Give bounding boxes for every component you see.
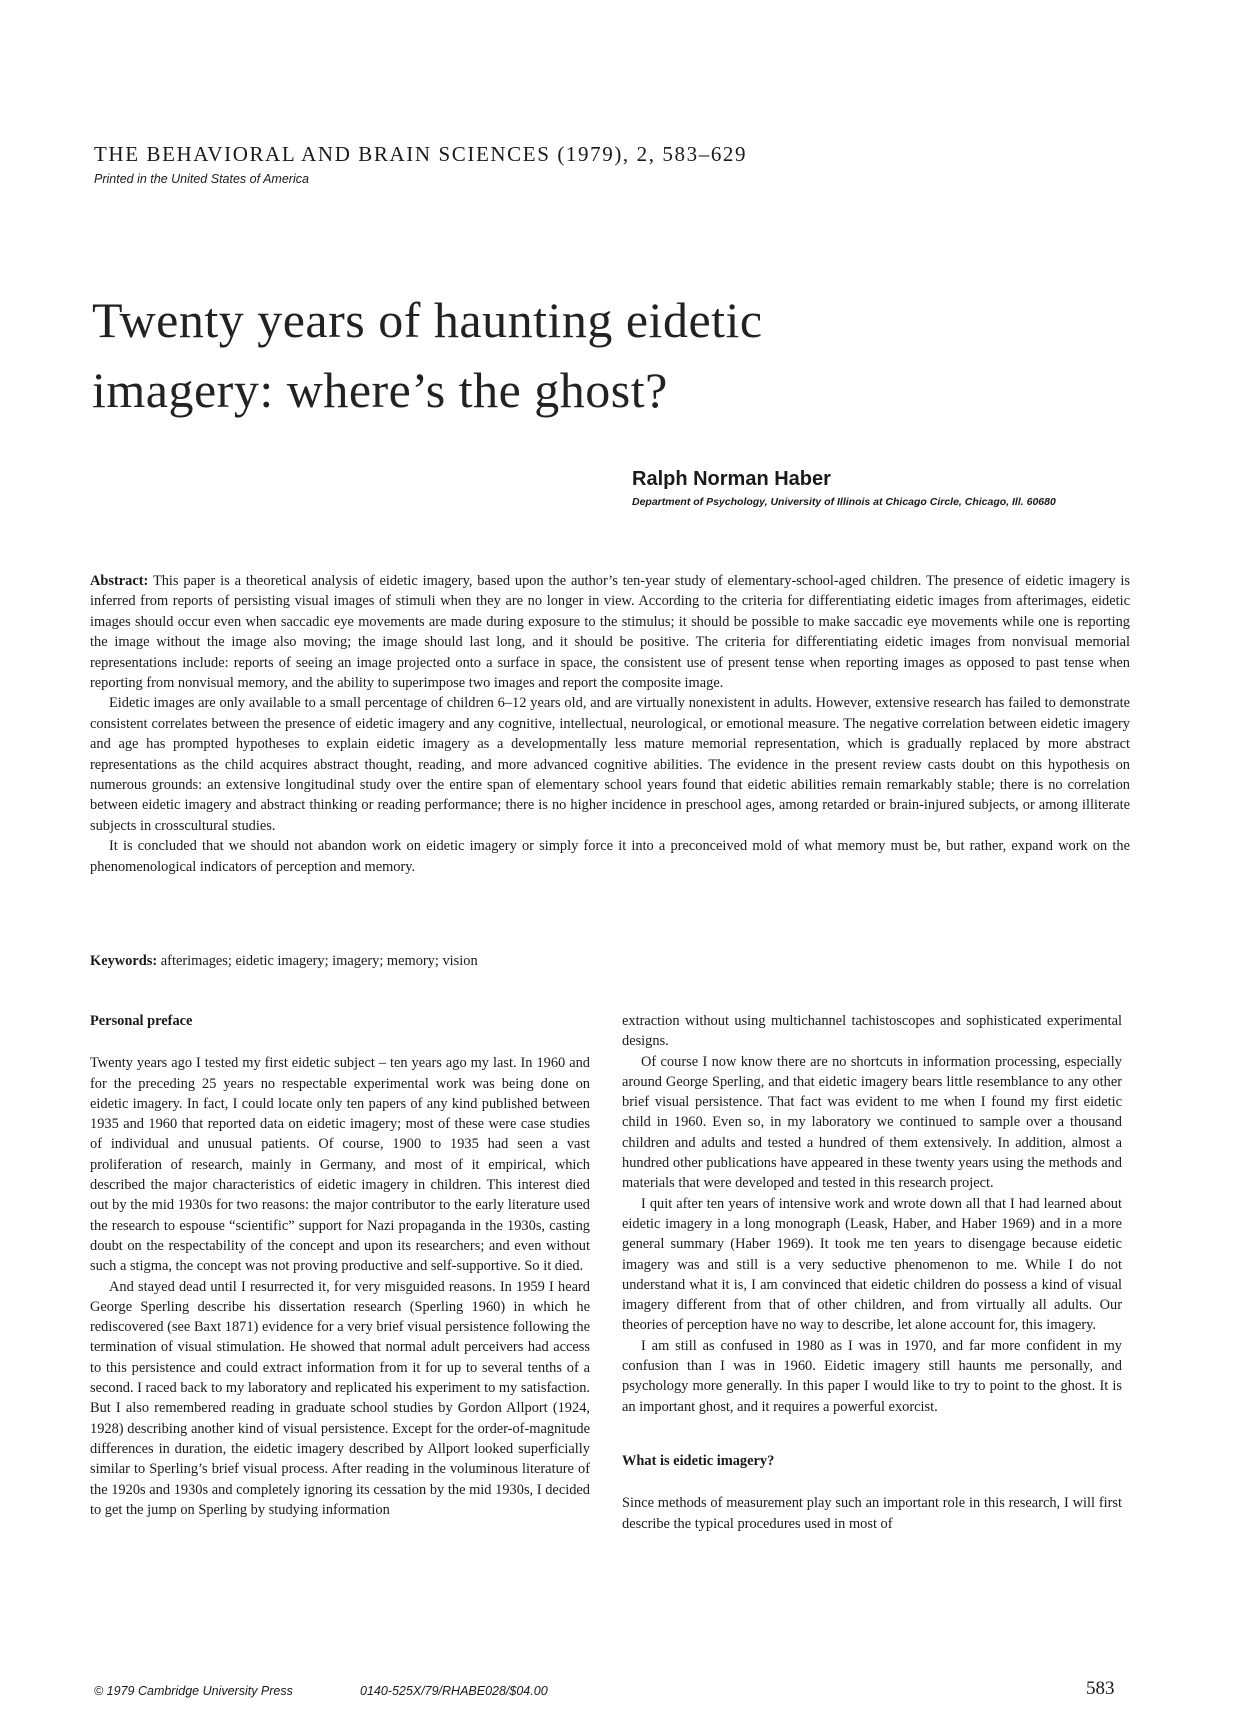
section-heading-personal-preface: Personal preface (90, 1013, 193, 1029)
page-number: 583 (1086, 1678, 1115, 1699)
left-column (90, 1011, 590, 1520)
body-paragraph: I quit after ten years of intensive work and wrote down all that I had learned about eidetic imagery in a long monograph (Leask, Haber, and Haber 1969) and in a more general summary (Haber 1969). It took me ten years to disengage because eidetic imagery was and still is a very seductive phenomenon to me. While I do not understand what it is, I am convinced that eidetic children do possess a kind of visual imagery different from that of other children, and from virtually all adults. Our theories of perception have no way to describe, let alone account for, this imagery. (622, 1195, 1122, 1334)
title-line-2: imagery: where’s the ghost? (92, 362, 668, 418)
section-heading-what-is-eidetic-imagery: What is eidetic imagery? (622, 1452, 775, 1469)
author-affiliation: Department of Psychology, University of Illinois at Chicago Circle, Chicago, Ill. 60680 (632, 496, 1056, 508)
paper-title (92, 285, 912, 425)
abstract-label: Abstract: (90, 573, 149, 589)
printed-note: Printed in the United States of America (94, 172, 309, 186)
abstract (90, 571, 1130, 877)
body-paragraph: Of course I now know there are no shortcuts in information processing, especially around George Sperling, and that eidetic imagery bears little resemblance to any other brief visual persistence. That fact was evident to me when I found my first eidetic child in 1960. Even so, in my laboratory we continued to sample over a thousand children and adults and tested a hundred of them extensively. In addition, almost a hundred other publications have appeared in these twenty years using the methods and materials that were developed and tested in this research project. (622, 1053, 1122, 1192)
body-paragraph: I am still as confused in 1980 as I was in 1970, and far more confident in my confusion than I was in 1960. Eidetic imagery still haunts me personally, and psychology more generally. In this paper I would like to try to point to the ghost. It is an important ghost, and it requires a powerful exorcist. (622, 1337, 1122, 1415)
abstract-paragraph-1 (90, 571, 1130, 693)
keywords (90, 953, 478, 970)
body-paragraph: Twenty years ago I tested my first eidetic subject – ten years ago my last. In 1960 and for the preceding 25 years no respectable experimental work was being done on eidetic imagery. In fact, I could locate only ten papers of any kind published between 1935 and 1960 that reported data on eidetic imagery; most of these were case studies of individual and unusual patients. Of course, 1900 to 1935 had seen a vast proliferation of research, mainly in Germany, and most of it empirical, which described the major characteristics of eidetic imagery in children. This interest died out by the mid 1930s for two reasons: the major contributor to the early literature used the research to espouse “scientific” support for Nazi propaganda in the 1930s, casting doubt on the respectability of the concept and upon its researchers; and even without such a stigma, the concept was not proving productive and self-supportive. So it died. (90, 1055, 590, 1275)
keywords-text: afterimages; eidetic imagery; imagery; memory; vision (160, 953, 478, 969)
right-column (622, 1011, 1122, 1534)
keywords-label: Keywords: (90, 953, 158, 969)
abstract-p1-text: This paper is a theoretical analysis of eidetic imagery, based upon the author’s ten-year study of elementary-school-aged children. The presence of eidetic imagery is inferred from reports of persisting visual images of stimuli when they are no longer in view. According to the criteria for differentiating eidetic images from afterimages, eidetic images should occur even when saccadic eye movements are made during exposure to the stimulus; it should be possible to make saccadic eye movements while one is reporting the image without the image also moving; the image should last long, and it should be positive. The criteria for differentiating eidetic images from nonvisual memorial representations include: reports of seeing an image projected onto a surface in space, the consistent use of present tense when reporting images as opposed to past tense when reporting from nonvisual memory, and the ability to superimpose two images and report the composite image. (90, 573, 1130, 692)
body-paragraph: And stayed dead until I resurrected it, for very misguided reasons. In 1959 I heard George Sperling describe his dissertation research (Sperling 1960) in which he rediscovered (see Baxt 1871) evidence for a very brief visual persistence following the termination of visual stimulation. He showed that normal adult perceivers had access to this persistence and could extract information from it for up to several tenths of a second. I raced back to my laboratory and replicated his experiment to my satisfaction. But I also remembered reading in graduate school studies by Gordon Allport (1924, 1928) describing another kind of visual persistence. Except for the order-of-magnitude differences in duration, the eidetic imagery described by Allport looked superficially similar to Sperling’s brief visual process. After reading in the voluminous literature of the 1920s and 1930s and completely ignoring its cessation by the mid 1930s, I decided to get the jump on Sperling by studying information (90, 1278, 590, 1518)
article-code: 0140-525X/79/RHABE028/$04.00 (360, 1684, 548, 1698)
author-name: Ralph Norman Haber (632, 468, 831, 490)
title-line-1: Twenty years of haunting eidetic (92, 292, 763, 348)
copyright: © 1979 Cambridge University Press (94, 1684, 293, 1698)
journal-header: THE BEHAVIORAL AND BRAIN SCIENCES (1979), 2, 583–629 (94, 142, 748, 166)
abstract-paragraph-2: Eidetic images are only available to a small percentage of children 6–12 years old, and are virtually nonexistent in adults. However, extensive research has failed to demonstrate consistent correlates between the presence of eidetic imagery and any cognitive, intellectual, neurological, or emotional measure. The negative correlation between eidetic imagery and age has prompted hypotheses to explain eidetic imagery as a developmentally less mature memorial representation, which is gradually replaced by more abstract representations as the child acquires abstract thought, reading, and more advanced cognitive abilities. The evidence in the present review casts doubt on this hypothesis on numerous grounds: an extensive longitudinal study over the entire span of elementary school years found that eidetic abilities remain remarkably stable; there is no correlation between eidetic imagery and abstract thinking or reading performance; there is no higher incidence in preschool ages, among retarded or brain-injured subjects, or among illiterate subjects in crosscultural studies. (90, 695, 1130, 834)
abstract-paragraph-3: It is concluded that we should not abandon work on eidetic imagery or simply force it into a preconceived mold of what memory must be, but rather, expand work on the phenomenological indicators of perception and memory. (90, 838, 1130, 875)
body-paragraph: Since methods of measurement play such an important role in this research, I will first describe the typical procedures used in most of (622, 1495, 1122, 1532)
body-paragraph: extraction without using multichannel tachistoscopes and sophisticated experimental designs. (622, 1013, 1122, 1050)
